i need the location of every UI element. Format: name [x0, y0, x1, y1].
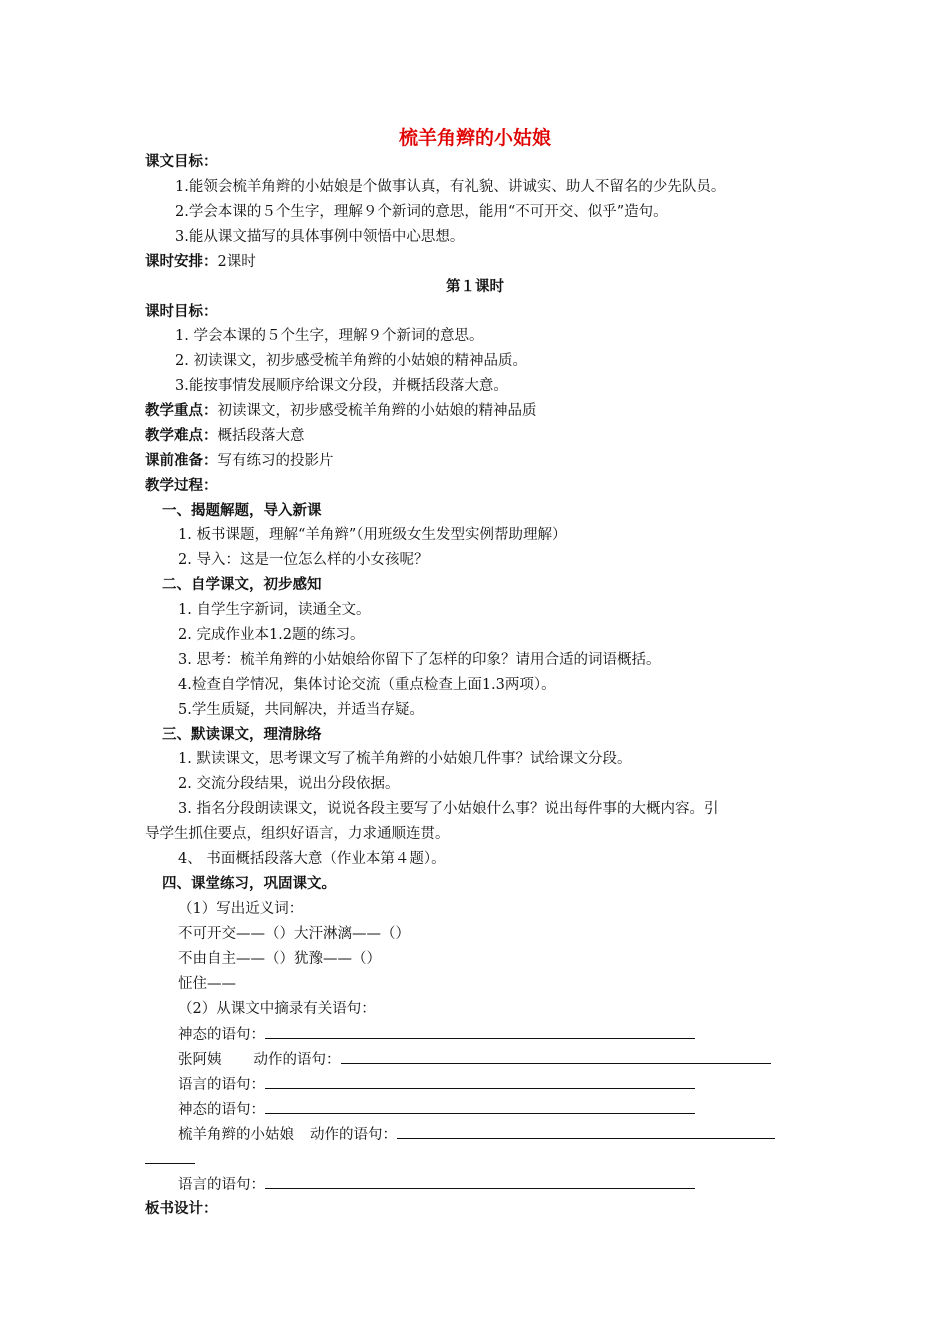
difficulty-value: 概括段落大意: [217, 428, 305, 444]
answer-blank-continued[interactable]: [145, 1163, 195, 1164]
action-label: 动作的语句：: [310, 1127, 397, 1143]
demeanor-row: [178, 1099, 695, 1120]
goals-heading: 课文目标：: [145, 153, 218, 170]
speech-label: 语言的语句：: [178, 1077, 265, 1093]
schedule-value: 2课时: [217, 254, 256, 270]
lesson-goal-item: 1. 学会本课的５个生字，理解９个新词的意思。: [175, 328, 484, 344]
process-heading: 教学过程：: [145, 477, 218, 494]
section1-heading: 一、揭题解题，导入新课: [162, 502, 322, 519]
speech-label: 语言的语句：: [178, 1177, 265, 1193]
section2-item: 2. 完成作业本1.2题的练习。: [178, 627, 365, 643]
prep-label: 课前准备：: [145, 452, 218, 469]
aunt-label: 张阿姨: [178, 1052, 222, 1068]
answer-blank[interactable]: [341, 1049, 771, 1064]
speech-row: [178, 1074, 695, 1095]
action-label: 动作的语句：: [253, 1052, 341, 1068]
lesson-goal-item: 2. 初读课文，初步感受梳羊角辫的小姑娘的精神品质。: [175, 353, 527, 369]
focus-label: 教学重点：: [145, 402, 218, 419]
section3-item: 3. 指名分段朗读课文，说说各段主要写了小姑娘什么事？说出每件事的大概内容。引: [178, 801, 719, 817]
focus-value: 初读课文，初步感受梳羊角辫的小姑娘的精神品质: [217, 403, 537, 419]
schedule-row: [145, 252, 256, 272]
section1-item: 1. 板书课题，理解“羊角辫”（用班级女生发型实例帮助理解）: [178, 527, 567, 543]
demeanor-row: [178, 1024, 695, 1045]
answer-blank[interactable]: [265, 1024, 695, 1039]
prep-row: [145, 451, 334, 471]
section3-heading: 三、默读课文，理清脉络: [162, 726, 322, 743]
section4-heading: 四、课堂练习，巩固课文。: [162, 875, 336, 892]
demeanor-label: 神态的语句：: [178, 1102, 265, 1118]
exercise2-heading: （2）从课文中摘录有关语句：: [178, 1001, 376, 1017]
speech-row: [178, 1174, 695, 1195]
exercise1-line: 不由自主——（）犹豫——（）: [178, 951, 381, 967]
section2-heading: 二、自学课文，初步感知: [162, 576, 322, 593]
answer-blank[interactable]: [265, 1099, 695, 1114]
section3-item: 2. 交流分段结果，说出分段依据。: [178, 776, 400, 792]
exercise1-line: 不可开交——（）大汗淋漓——（）: [178, 926, 410, 942]
goal-item: 3.能从课文描写的具体事例中领悟中心思想。: [175, 229, 465, 245]
difficulty-label: 教学难点：: [145, 427, 218, 444]
difficulty-row: [145, 426, 305, 446]
lesson-goal-item: 3.能按事情发展顺序给课文分段，并概括段落大意。: [175, 378, 508, 394]
section2-item: 3. 思考：梳羊角辫的小姑娘给你留下了怎样的印象？请用合适的词语概括。: [178, 652, 661, 668]
girl-row: [178, 1124, 775, 1145]
answer-blank[interactable]: [265, 1074, 695, 1089]
answer-blank[interactable]: [265, 1174, 695, 1189]
section3-item: 1. 默读课文，思考课文写了梳羊角辫的小姑娘几件事？试给课文分段。: [178, 751, 632, 767]
lesson-goals-heading: 课时目标：: [145, 303, 218, 320]
board-heading: 板书设计：: [145, 1200, 218, 1217]
section3-item-continued: 导学生抓住要点，组织好语言，力求通顺连贯。: [145, 826, 450, 842]
document-title: 梳羊角辫的小姑娘: [398, 127, 551, 149]
section1-item: 2. 导入：这是一位怎么样的小女孩呢？: [178, 552, 429, 568]
exercise1-heading: （1）写出近义词：: [178, 901, 304, 917]
focus-row: [145, 401, 537, 421]
section3-item: 4、 书面概括段落大意（作业本第４题）。: [178, 851, 446, 867]
section2-item: 1. 自学生字新词，读通全文。: [178, 602, 371, 618]
exercise1-line: 怔住——: [178, 976, 236, 992]
schedule-label: 课时安排：: [145, 253, 218, 270]
lesson-title: 第１课时: [446, 278, 504, 295]
aunt-row: [178, 1049, 771, 1070]
goal-item: 2.学会本课的５个生字，理解９个新词的意思，能用“不可开交、似乎”造句。: [175, 204, 668, 220]
demeanor-label: 神态的语句：: [178, 1027, 265, 1043]
answer-blank[interactable]: [397, 1124, 775, 1139]
section2-item: 4.检查自学情况，集体讨论交流（重点检查上面1.3两项）。: [178, 677, 556, 693]
goal-item: 1.能领会梳羊角辫的小姑娘是个做事认真，有礼貌、讲诚实、助人不留名的少先队员。: [175, 179, 726, 195]
section2-item: 5.学生质疑，共同解决，并适当存疑。: [178, 702, 424, 718]
prep-value: 写有练习的投影片: [217, 453, 334, 469]
girl-label: 梳羊角辫的小姑娘: [178, 1127, 294, 1143]
